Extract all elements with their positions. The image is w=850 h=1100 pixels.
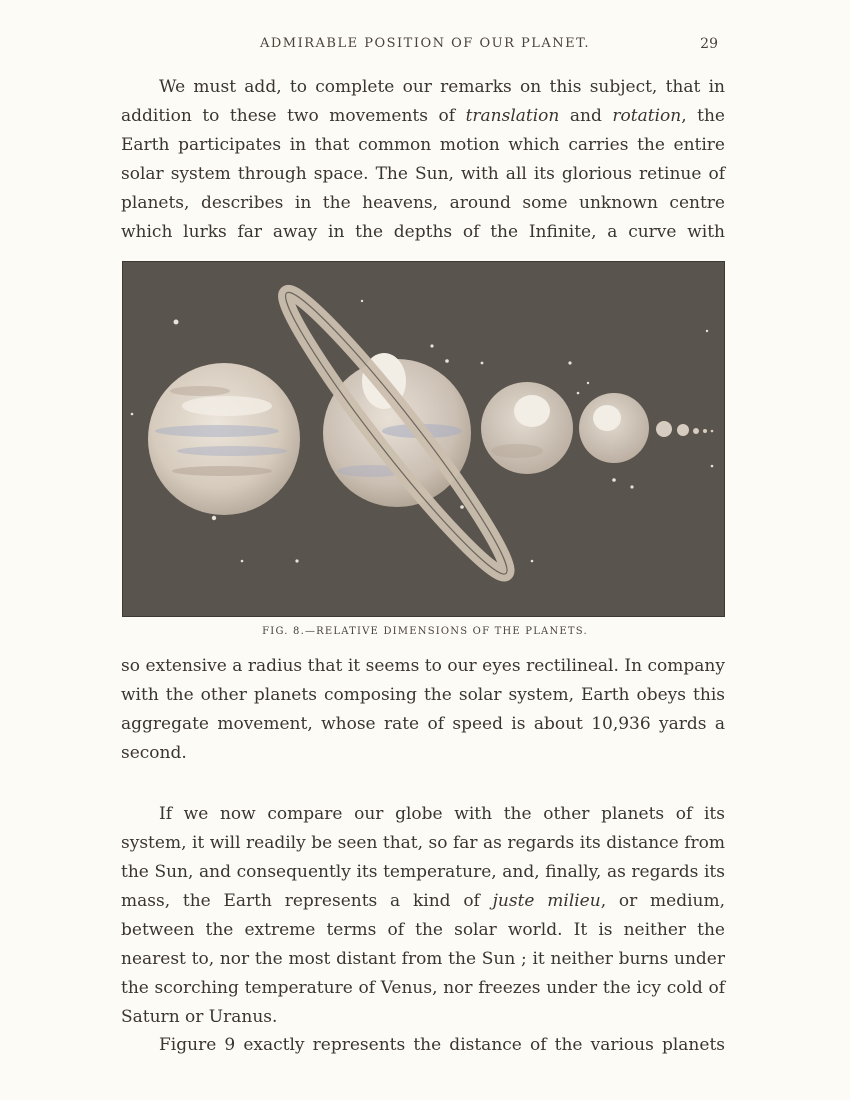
small-planets [656,421,713,437]
page-number: 29 [700,36,718,52]
neptune [579,393,649,463]
uranus [481,382,573,474]
p1-text-b: and [559,106,613,126]
running-head [0,36,850,56]
paragraph-3 [121,800,725,1032]
planets-engraving [122,261,725,617]
paragraph-2: so extensive a radius that it seems to our eyes rectilineal. In company with the other planets composing the solar system, Earth obeys this aggregate movement, whose rate of speed is about 10,936 yards a second. [121,656,725,763]
paragraph-4 [121,1031,725,1060]
p1-text-c: , the Earth participates in that common motion which carries the entire solar system through space. The Sun, with all its glorious retinue of planets, describes in the heavens, around some unknown centre which lurks far away in the depths of the Infinite, a curve with [121,106,725,242]
p3-italic-juste-milieu: juste milieu [492,891,601,911]
planets-figure [122,261,725,617]
figure-caption: FIG. 8.—RELATIVE DIMENSIONS OF THE PLANETS. [262,626,588,637]
p1-italic-rotation: rotation [612,106,682,126]
p1-italic-translation: translation [465,106,560,126]
p4-text: Figure 9 exactly represents the distance of the various planets [159,1035,725,1055]
running-title: ADMIRABLE POSITION OF OUR PLANET. [259,36,591,51]
paragraph-1 [121,73,725,247]
p1-text-a: We must add, to complete our remarks on this subject, that in addition to these two movements of [121,77,725,126]
p3-text-a: If we now compare our globe with the other planets of its system, it will readily be seen that, so far as regards its distance from the Sun, and consequently its temperature, and, finally, as regards its mass, the Earth represents a kind of [121,804,725,911]
p3-text-b: , or medium, between the extreme terms of the solar world. It is neither the nearest to, nor the most distant from the Sun ; it neither burns under the scorching temperature of Venus, nor freezes under the icy cold of Saturn or Uranus. [121,891,725,1027]
jupiter [148,363,300,515]
